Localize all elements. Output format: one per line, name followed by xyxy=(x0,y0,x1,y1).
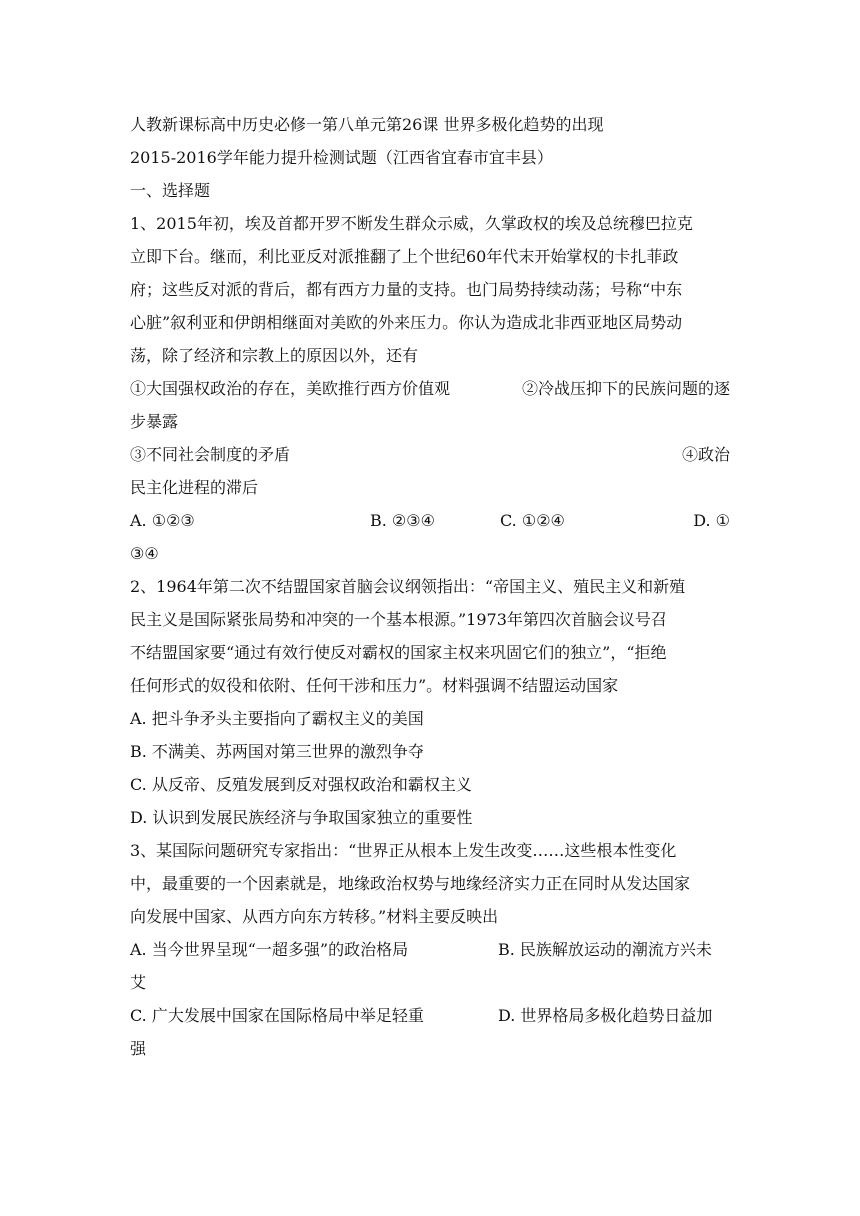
option-a: A. 当今世界呈现“一超多强”的政治格局 xyxy=(130,940,409,959)
document-title-line-2: 2015-2016学年能力提升检测试题（江西省宜春市宜丰县） xyxy=(130,148,553,167)
question-stem-line: 3、某国际问题研究专家指出：“世界正从根本上发生改变……这些根本性变化 xyxy=(130,841,677,860)
option-d: D. 认识到发展民族经济与争取国家独立的重要性 xyxy=(130,808,473,827)
statement-3: ③不同社会制度的矛盾 xyxy=(130,445,291,464)
option-b: B. 民族解放运动的潮流方兴未 xyxy=(498,940,712,959)
option-b: B. ②③④ xyxy=(370,511,435,530)
question-stem-line: 2、1964年第二次不结盟国家首脑会议纲领指出：“帝国主义、殖民主义和新殖 xyxy=(130,577,686,596)
option-d: D. 世界格局多极化趋势日益加 xyxy=(498,1006,713,1025)
statement-1: ①大国强权政治的存在，美欧推行西方价值观 xyxy=(130,379,451,398)
question-stem-line: 民主义是国际紧张局势和冲突的一个基本根源。”1973年第四次首脑会议号召 xyxy=(130,610,667,629)
option-d-continuation: ③④ xyxy=(130,544,159,563)
option-d-continuation: 强 xyxy=(130,1039,147,1058)
options-row xyxy=(130,999,730,1032)
question-stem-line: 中，最重要的一个因素就是，地缘政治权势与地缘经济实力正在同时从发达国家 xyxy=(130,874,691,893)
option-d: D. ① xyxy=(693,511,730,530)
question-stem-line: 向发展中国家、从西方向东方转移。”材料主要反映出 xyxy=(130,907,499,926)
statement-4-continuation: 民主化进程的滞后 xyxy=(130,478,259,497)
question-stem-line: 立即下台。继而，利比亚反对派推翻了上个世纪60年代末开始掌权的卡扎菲政 xyxy=(130,247,679,266)
document-title-line-1: 人教新课标高中历史必修一第八单元第26课 世界多极化趋势的出现 xyxy=(130,115,604,134)
statement-row xyxy=(130,372,730,405)
question-stem-line: 府；这些反对派的背后，都有西方力量的支持。也门局势持续动荡；号称“中东 xyxy=(130,280,683,299)
section-heading: 一、选择题 xyxy=(130,181,211,200)
option-b-continuation: 艾 xyxy=(130,973,147,992)
document-content xyxy=(130,108,730,1065)
options-row xyxy=(130,504,730,537)
question-stem-line: 1、2015年初，埃及首都开罗不断发生群众示威，久掌政权的埃及总统穆巴拉克 xyxy=(130,214,693,233)
option-b: B. 不满美、苏两国对第三世界的激烈争夺 xyxy=(130,742,424,761)
question-1 xyxy=(130,207,730,570)
statement-2-continuation: 步暴露 xyxy=(130,412,179,431)
options-row xyxy=(130,933,730,966)
option-c: C. ①②④ xyxy=(500,511,565,530)
statement-row xyxy=(130,438,730,471)
question-stem-line: 荡，除了经济和宗教上的原因以外，还有 xyxy=(130,346,419,365)
statement-4: ④政治 xyxy=(681,445,730,464)
option-c: C. 广大发展中国家在国际格局中举足轻重 xyxy=(130,1006,424,1025)
question-stem-line: 不结盟国家要“通过有效行使反对霸权的国家主权来巩固它们的独立”，“拒绝 xyxy=(130,643,667,662)
statement-2: ②冷战压抑下的民族问题的逐 xyxy=(521,379,730,398)
option-a: A. 把斗争矛头主要指向了霸权主义的美国 xyxy=(130,709,424,728)
question-stem-line: 任何形式的奴役和依附、任何干涉和压力”。材料强调不结盟运动国家 xyxy=(130,676,619,695)
question-stem-line: 心脏”叙利亚和伊朗相继面对美欧的外来压力。你认为造成北非西亚地区局势动 xyxy=(130,313,683,332)
option-a: A. ①②③ xyxy=(130,511,195,530)
question-3 xyxy=(130,834,730,1065)
option-c: C. 从反帝、反殖发展到反对强权政治和霸权主义 xyxy=(130,775,472,794)
question-2 xyxy=(130,570,730,834)
